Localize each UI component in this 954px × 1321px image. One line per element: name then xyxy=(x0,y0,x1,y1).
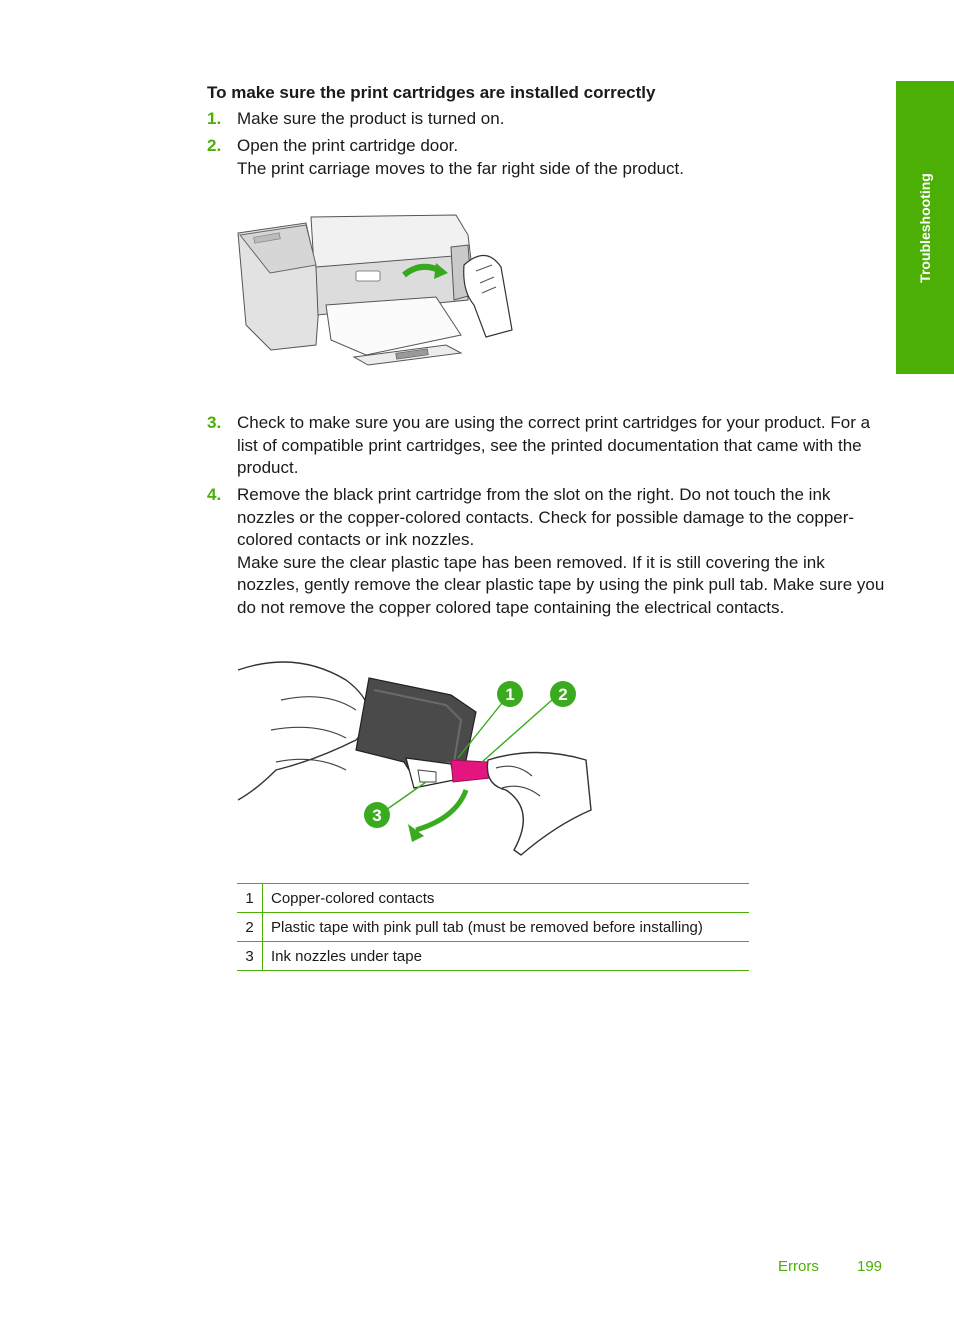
page-number: 199 xyxy=(857,1258,883,1275)
callout-2: 2 xyxy=(558,685,568,704)
step-number: 4. xyxy=(207,485,222,504)
callout-table xyxy=(237,883,749,971)
side-tab-label: Troubleshooting xyxy=(917,172,933,283)
table-row xyxy=(237,942,749,971)
callout-3: 3 xyxy=(372,806,382,825)
table-row xyxy=(237,913,749,942)
step-3 xyxy=(207,412,887,480)
step-text: Make sure the clear plastic tape has been removed. If it is still covering the ink nozzles, gently remove the clear plastic tape by using the pink pull tab. Make sure you do not remove the copper colored tape containing the electrical contacts. xyxy=(237,552,885,617)
procedure-heading: To make sure the print cartridges are installed correctly xyxy=(207,83,656,102)
callout-description: Copper-colored contacts xyxy=(263,884,750,913)
step-text: Open the print cartridge door. xyxy=(237,136,459,155)
step-text: Check to make sure you are using the correct print cartridges for your product. For a list of compatible print cartridges, see the printed documentation that came with the product. xyxy=(237,413,871,477)
callout-description: Ink nozzles under tape xyxy=(263,942,750,971)
callout-number: 1 xyxy=(237,884,263,913)
section-side-tab xyxy=(896,81,954,374)
callout-1: 1 xyxy=(505,685,515,704)
callout-number: 3 xyxy=(237,942,263,971)
step-text: Make sure the product is turned on. xyxy=(237,109,505,128)
step-number: 1. xyxy=(207,109,222,128)
callout-description: Plastic tape with pink pull tab (must be removed before installing) xyxy=(263,913,750,942)
step-1 xyxy=(207,108,887,131)
printer-illustration xyxy=(236,205,516,375)
table-row xyxy=(237,884,749,913)
step-2 xyxy=(207,135,887,180)
callout-number: 2 xyxy=(237,913,263,942)
step-number: 2. xyxy=(207,136,222,155)
cartridge-illustration xyxy=(236,650,596,865)
step-4 xyxy=(207,484,887,619)
step-number: 3. xyxy=(207,413,222,432)
step-text: Remove the black print cartridge from the slot on the right. Do not touch the ink nozzles or the copper-colored contacts. Check for possible damage to the copper-colored contacts or ink nozzles. xyxy=(237,485,855,549)
footer-section-name: Errors xyxy=(778,1258,819,1275)
step-text: The print carriage moves to the far right side of the product. xyxy=(237,158,684,178)
